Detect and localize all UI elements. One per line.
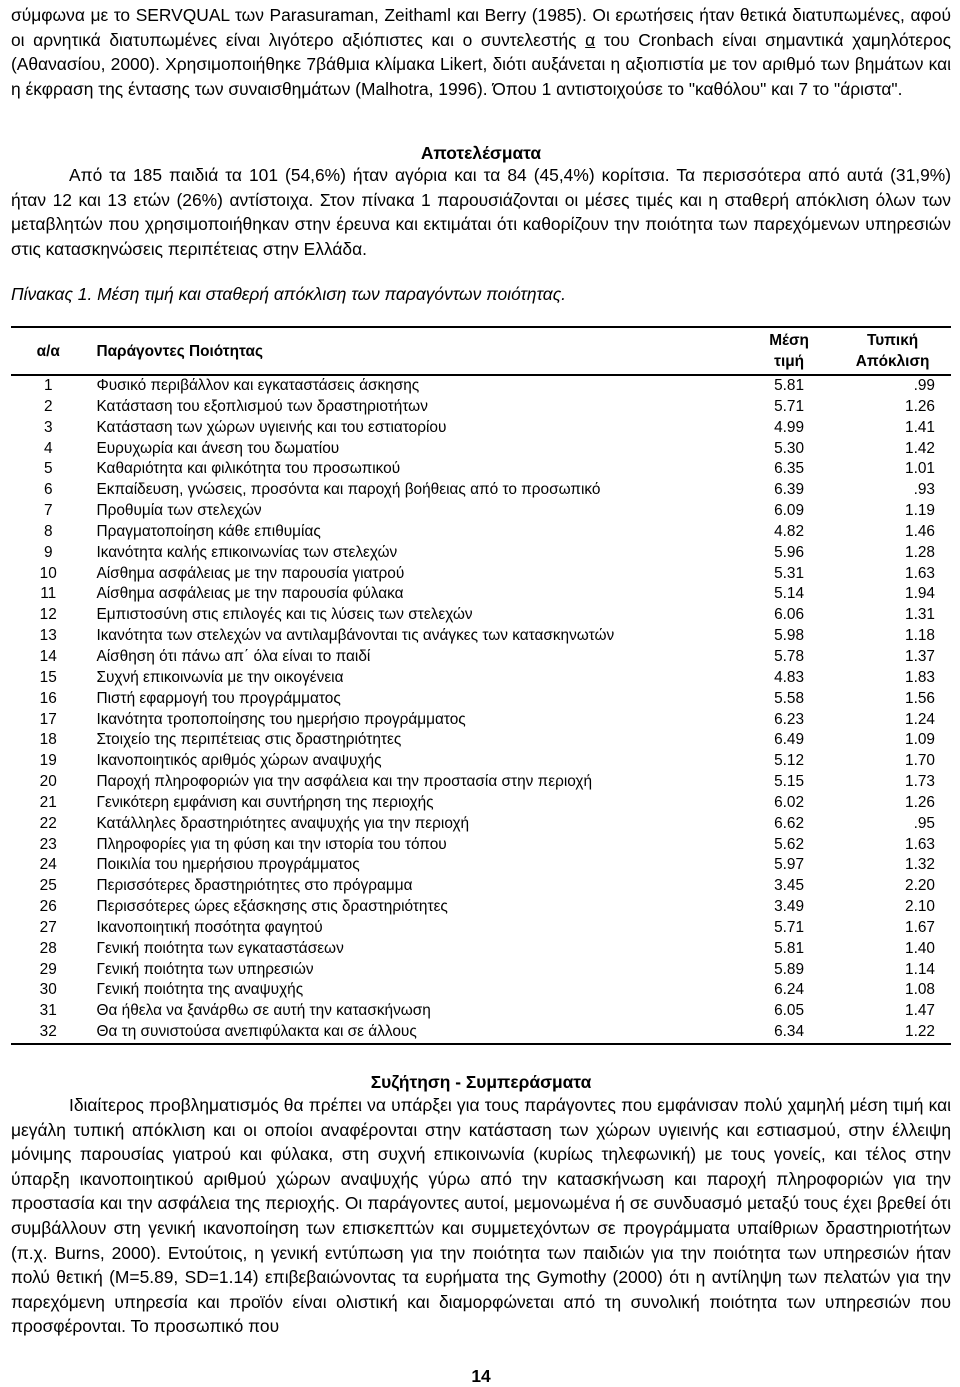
table-row [11, 710, 951, 731]
row-mean: 3.49 [774, 898, 805, 916]
table-row [11, 918, 951, 939]
row-sd: 1.22 [834, 1022, 951, 1044]
table-row [11, 480, 951, 501]
discussion-heading: Συζήτηση - Συμπεράσματα [370, 1072, 592, 1092]
table-row [11, 939, 951, 960]
table-row [11, 1022, 951, 1044]
table-row [11, 375, 951, 397]
row-mean: 5.15 [774, 773, 805, 791]
table-row [11, 584, 951, 605]
row-factor: Γενική ποιότητα της αναψυχής [96, 981, 304, 999]
row-number: 1 [43, 377, 53, 394]
row-mean: 6.23 [774, 710, 805, 728]
row-number: 7 [43, 502, 53, 520]
row-factor: Θα ήθελα να ξανάρθω σε αυτή την κατασκήνωση [96, 1002, 431, 1020]
row-mean: 5.14 [774, 585, 805, 603]
row-sd: 1.24 [905, 710, 935, 728]
table-row [11, 647, 951, 668]
row-mean: 5.89 [774, 960, 805, 978]
row-number: 23 [39, 835, 57, 853]
row-sd: 1.42 [905, 439, 935, 457]
row-number: 30 [39, 981, 57, 999]
row-mean: 5.97 [774, 856, 805, 874]
row-mean: 6.39 [774, 481, 805, 499]
row-mean: 6.24 [774, 981, 805, 999]
table-caption: Πίνακας 1. Μέση τιμή και σταθερή απόκλιση των παραγόντων ποιότητας. [11, 284, 566, 304]
row-factor: Κατάσταση των χώρων υγιεινής και του εστιατορίου [96, 418, 447, 436]
row-number: 28 [39, 939, 57, 957]
table-row [11, 668, 951, 689]
table-row [11, 564, 951, 585]
row-factor: Παροχή πληροφοριών για την ασφάλεια και την προστασία στην περιοχή [96, 773, 593, 791]
row-number: 12 [39, 606, 57, 624]
row-factor: Ικανότητα καλής επικοινωνίας των στελεχών [96, 543, 398, 561]
row-sd: 1.67 [905, 918, 935, 936]
row-factor: Αίσθημα ασφάλειας με την παρουσία γιατρού [96, 564, 405, 582]
row-number: 20 [39, 773, 57, 791]
row-number: 25 [39, 877, 57, 895]
row-number: 21 [39, 793, 57, 811]
row-mean: 5.71 [774, 397, 805, 415]
table-row [11, 1001, 951, 1022]
row-sd: 1.18 [905, 627, 935, 645]
table-row [11, 605, 951, 626]
row-factor: Αίσθηση ότι πάνω απ΄ όλα είναι το παιδί [96, 647, 371, 665]
row-sd: 1.28 [905, 543, 935, 561]
row-mean: 5.12 [774, 752, 805, 770]
row-sd: 1.41 [905, 418, 935, 436]
row-factor: Ευρυχωρία και άνεση του δωματίου [96, 439, 340, 457]
table-row [11, 793, 951, 814]
row-sd: 1.26 [905, 793, 935, 811]
row-mean: 3.45 [774, 877, 805, 895]
row-mean: 4.82 [774, 522, 805, 540]
row-factor: Γενική ποιότητα των υπηρεσιών [96, 960, 314, 978]
table-header-row [11, 327, 951, 375]
table-row [11, 730, 951, 751]
table-row [11, 418, 951, 439]
row-number: 29 [39, 960, 57, 978]
row-factor: Περισσότερες δραστηριότητες στο πρόγραμμα [96, 877, 413, 895]
table-row [11, 897, 951, 918]
row-number: 5 [43, 460, 53, 478]
row-factor: Εκπαίδευση, γνώσεις, προσόντα και παροχή βοήθειας από το προσωπικό [96, 481, 601, 499]
row-factor: Στοιχείο της περιπέτειας στις δραστηριότητες [96, 731, 402, 749]
row-factor: Ικανοποιητική ποσότητα φαγητού [96, 918, 323, 936]
row-number: 10 [39, 564, 57, 582]
row-sd: 1.09 [905, 731, 935, 749]
header-mean [744, 327, 834, 375]
row-factor: Ικανότητα των στελεχών να αντιλαμβάνονται τις ανάγκες των κατασκηνωτών [96, 627, 615, 645]
table-row [11, 772, 951, 793]
intro-text-after: του Cronbach είναι σημαντικά χαμηλότερος (Αθανασίου, 2000). Χρησιμοποιήθηκε 7βάθμια κλίμακα Likert, διότι αυξάνεται η αξιοπιστία με τον αριθμό των βημάτων και η έκφραση της έντασης των συναισθημάτων (Malhotra, 1996). Όπου 1 αντιστοιχούσε το "καθόλου" και 7 το "άριστα". [11, 29, 952, 99]
header-factor: Παράγοντες Ποιότητας [85, 327, 744, 375]
row-mean: 6.06 [774, 606, 805, 624]
header-sd [834, 327, 951, 375]
row-number: 13 [39, 627, 57, 645]
row-mean: 4.99 [774, 418, 805, 436]
row-sd: 1.14 [905, 960, 935, 978]
row-sd: 2.10 [905, 898, 935, 916]
row-sd: 1.73 [905, 773, 935, 791]
intro-paragraph [11, 3, 951, 101]
row-mean: 6.09 [774, 502, 805, 520]
row-factor: Κατάσταση του εξοπλισμού των δραστηριοτήτων [96, 397, 428, 415]
table-row [11, 751, 951, 772]
row-sd: 1.26 [905, 397, 935, 415]
quality-factors-table [11, 326, 951, 1045]
table-body [11, 375, 951, 1044]
row-factor: Αίσθημα ασφάλειας με την παρουσία φύλακα [96, 585, 404, 603]
row-factor: Συχνή επικοινωνία με την οικογένεια [96, 668, 344, 686]
row-factor: Θα τη συνιστούσα ανεπιφύλακτα και σε άλλους [85, 1022, 744, 1044]
row-sd: 2.20 [905, 877, 935, 895]
row-sd: 1.19 [905, 502, 935, 520]
row-sd: 1.94 [905, 585, 935, 603]
row-factor: Περισσότερες ώρες εξάσκησης στις δραστηριότητες [96, 898, 448, 916]
row-sd: 1.83 [905, 668, 935, 686]
table-row [11, 855, 951, 876]
table-row [11, 960, 951, 981]
row-sd: 1.01 [905, 460, 935, 478]
table-row [11, 397, 951, 418]
row-factor: Φυσικό περιβάλλον και εγκαταστάσεις άσκησης [96, 377, 420, 394]
row-sd: .95 [913, 814, 935, 832]
page-number: 14 [471, 1366, 491, 1386]
row-factor: Ποικιλία του ημερήσιου προγράμματος [96, 856, 360, 874]
row-mean: 6.62 [774, 814, 805, 832]
row-number: 16 [39, 689, 57, 707]
row-mean: 5.62 [774, 835, 805, 853]
row-sd: 1.32 [905, 856, 935, 874]
row-factor: Πραγματοποίηση κάθε επιθυμίας [96, 522, 321, 540]
row-sd: .99 [913, 377, 935, 394]
row-mean: 5.71 [774, 918, 805, 936]
row-number: 17 [39, 710, 57, 728]
row-sd: 1.70 [905, 752, 935, 770]
row-sd: 1.63 [905, 835, 935, 853]
table-row [11, 543, 951, 564]
row-sd: 1.47 [905, 1002, 935, 1020]
row-factor: Πιστή εφαρμογή του προγράμματος [96, 689, 341, 707]
header-sd-line2: Απόκλιση [855, 353, 930, 370]
table-row [11, 876, 951, 897]
row-factor: Εμπιστοσύνη στις επιλογές και τις λύσεις των στελεχών [96, 606, 473, 624]
row-number: 2 [43, 397, 53, 415]
row-number: 26 [39, 898, 57, 916]
row-mean: 5.96 [774, 543, 805, 561]
intro-text-before: σύμφωνα με το SERVQUAL των Parasuraman, Zeithaml και Berry (1985). Οι ερωτήσεις ήταν θετικά διατυπωμένες, αφού οι αρνητικά διατυπωμένες είναι λιγότερο αξιόπιστες και ο συντελεστής [11, 5, 951, 50]
row-factor: Ικανότητα τροποποίησης του ημερήσιο προγράμματος [96, 710, 466, 728]
row-mean: 5.58 [774, 689, 805, 707]
row-mean: 5.98 [774, 627, 805, 645]
row-sd: 1.08 [905, 981, 935, 999]
row-number: 11 [40, 585, 57, 603]
row-factor: Γενική ποιότητα των εγκαταστάσεων [96, 939, 344, 957]
row-factor: Καθαριότητα και φιλικότητα του προσωπικού [96, 460, 401, 478]
row-mean: 5.30 [774, 439, 805, 457]
header-mean-line1: Μέση [769, 332, 809, 349]
results-heading: Αποτελέσματα [420, 143, 542, 163]
row-mean: 4.83 [774, 668, 805, 686]
row-mean: 5.81 [774, 377, 805, 394]
row-mean: 6.49 [774, 731, 805, 749]
table-row [11, 689, 951, 710]
row-number: 14 [39, 647, 57, 665]
row-number: 9 [43, 543, 53, 561]
header-mean-line2: τιμή [774, 353, 805, 370]
row-number: 4 [43, 439, 53, 457]
header-sd-line1: Τυπική [866, 332, 919, 349]
row-number: 32 [11, 1022, 85, 1044]
row-factor: Γενικότερη εμφάνιση και συντήρηση της περιοχής [96, 793, 434, 811]
row-number: 24 [39, 856, 57, 874]
row-number: 31 [39, 1002, 57, 1020]
table-row [11, 439, 951, 460]
row-number: 27 [39, 918, 57, 936]
discussion-paragraph: Ιδιαίτερος προβληματισμός θα πρέπει να υπάρξει για τους παράγοντες που εμφάνισαν πολύ χαμηλή μέση τιμή και μεγάλη τυπική απόκλιση και οι οποίοι αναφέρονται στην κατάσταση των χώρων υγιεινής και εστιασμού, στην έλλειψη μόνιμης παρουσίας γιατρού και φύλακα, στη συχνή επικοινωνία (κυρίως τηλεφωνική) με τους γονείς, και τέλος στην ύπαρξη ικανοποιητικού αριθμού χώρων αναψυχής γύρω από την κατασκήνωση και παροχή πληροφοριών για την προστασία και την ασφάλεια της περιοχής. Οι παράγοντες αυτοί, μεμονωμένα ή σε συνδυασμό μεταξύ τους έχει βρεθεί ότι συμβάλλουν στη γενική ικανοποίηση των επισκεπτών και συμμετεχόντων σε προγράμματα υπαίθριων δραστηριοτήτων (π.χ. Burns, 2000). Εντούτοις, η γενική εντύπωση για την ποιότητα των παιδιών για την ποιότητα των υπηρεσιών ήταν πολύ θετική (M=5.89, SD=1.14) επιβεβαιώνοντας τα ευρήματα της Gymothy (2000) ότι η αντίληψη των πελατών για την παρεχόμενη υπηρεσία και προϊόν είναι ολιστική και διαμορφώνεται από τη συνολική ποιότητα των υπηρεσιών που προσφέρονται. Το προσωπικό που [11, 1095, 951, 1337]
row-factor: Κατάλληλες δραστηριότητες αναψυχής για την περιοχή [96, 814, 470, 832]
results-paragraph: Από τα 185 παιδιά τα 101 (54,6%) ήταν αγόρια και τα 84 (45,4%) κορίτσια. Τα περισσότερα από αυτά (31,9%) ήταν 12 και 13 ετών (26%) αντίστοιχα. Στον πίνακα 1 παρουσιάζονται οι μέσες τιμές και η σταθερή απόκλιση όλων των μεταβλητών που χρησιμοποιήθηκαν στην έρευνα και εκτιμάται ότι καθορίζουν την ποιότητα των παρεχόμενων υπηρεσιών στις κατασκηνώσεις περιπέτειας στην Ελλάδα. [11, 165, 951, 259]
row-factor: Πληροφορίες για τη φύση και την ιστορία του τόπου [96, 835, 447, 853]
row-mean: 6.02 [774, 793, 805, 811]
row-factor: Ικανοποιητικός αριθμός χώρων αναψυχής [96, 752, 382, 770]
row-number: 18 [39, 731, 57, 749]
table-row [11, 501, 951, 522]
row-mean: 6.05 [774, 1002, 805, 1020]
row-number: 15 [39, 668, 57, 686]
row-sd: .93 [913, 481, 935, 499]
row-sd: 1.63 [905, 564, 935, 582]
row-number: 22 [39, 814, 57, 832]
table-row [11, 980, 951, 1001]
table-row [11, 522, 951, 543]
table-row [11, 814, 951, 835]
row-sd: 1.40 [905, 939, 935, 957]
table-row [11, 459, 951, 480]
row-sd: 1.46 [905, 522, 935, 540]
row-number: 8 [43, 522, 53, 540]
row-sd: 1.31 [905, 606, 935, 624]
row-mean: 5.78 [774, 647, 805, 665]
row-number: 19 [39, 752, 57, 770]
row-mean: 6.34 [744, 1022, 834, 1044]
table-row [11, 835, 951, 856]
row-mean: 6.35 [774, 460, 805, 478]
row-number: 3 [43, 418, 53, 436]
row-sd: 1.56 [905, 689, 935, 707]
row-mean: 5.31 [774, 564, 805, 582]
row-sd: 1.37 [905, 647, 935, 665]
cronbach-alpha-symbol: α [585, 29, 596, 50]
row-number: 6 [43, 481, 53, 499]
row-mean: 5.81 [774, 939, 805, 957]
header-no: α/α [11, 327, 85, 375]
table-row [11, 626, 951, 647]
row-factor: Προθυμία των στελεχών [96, 502, 262, 520]
